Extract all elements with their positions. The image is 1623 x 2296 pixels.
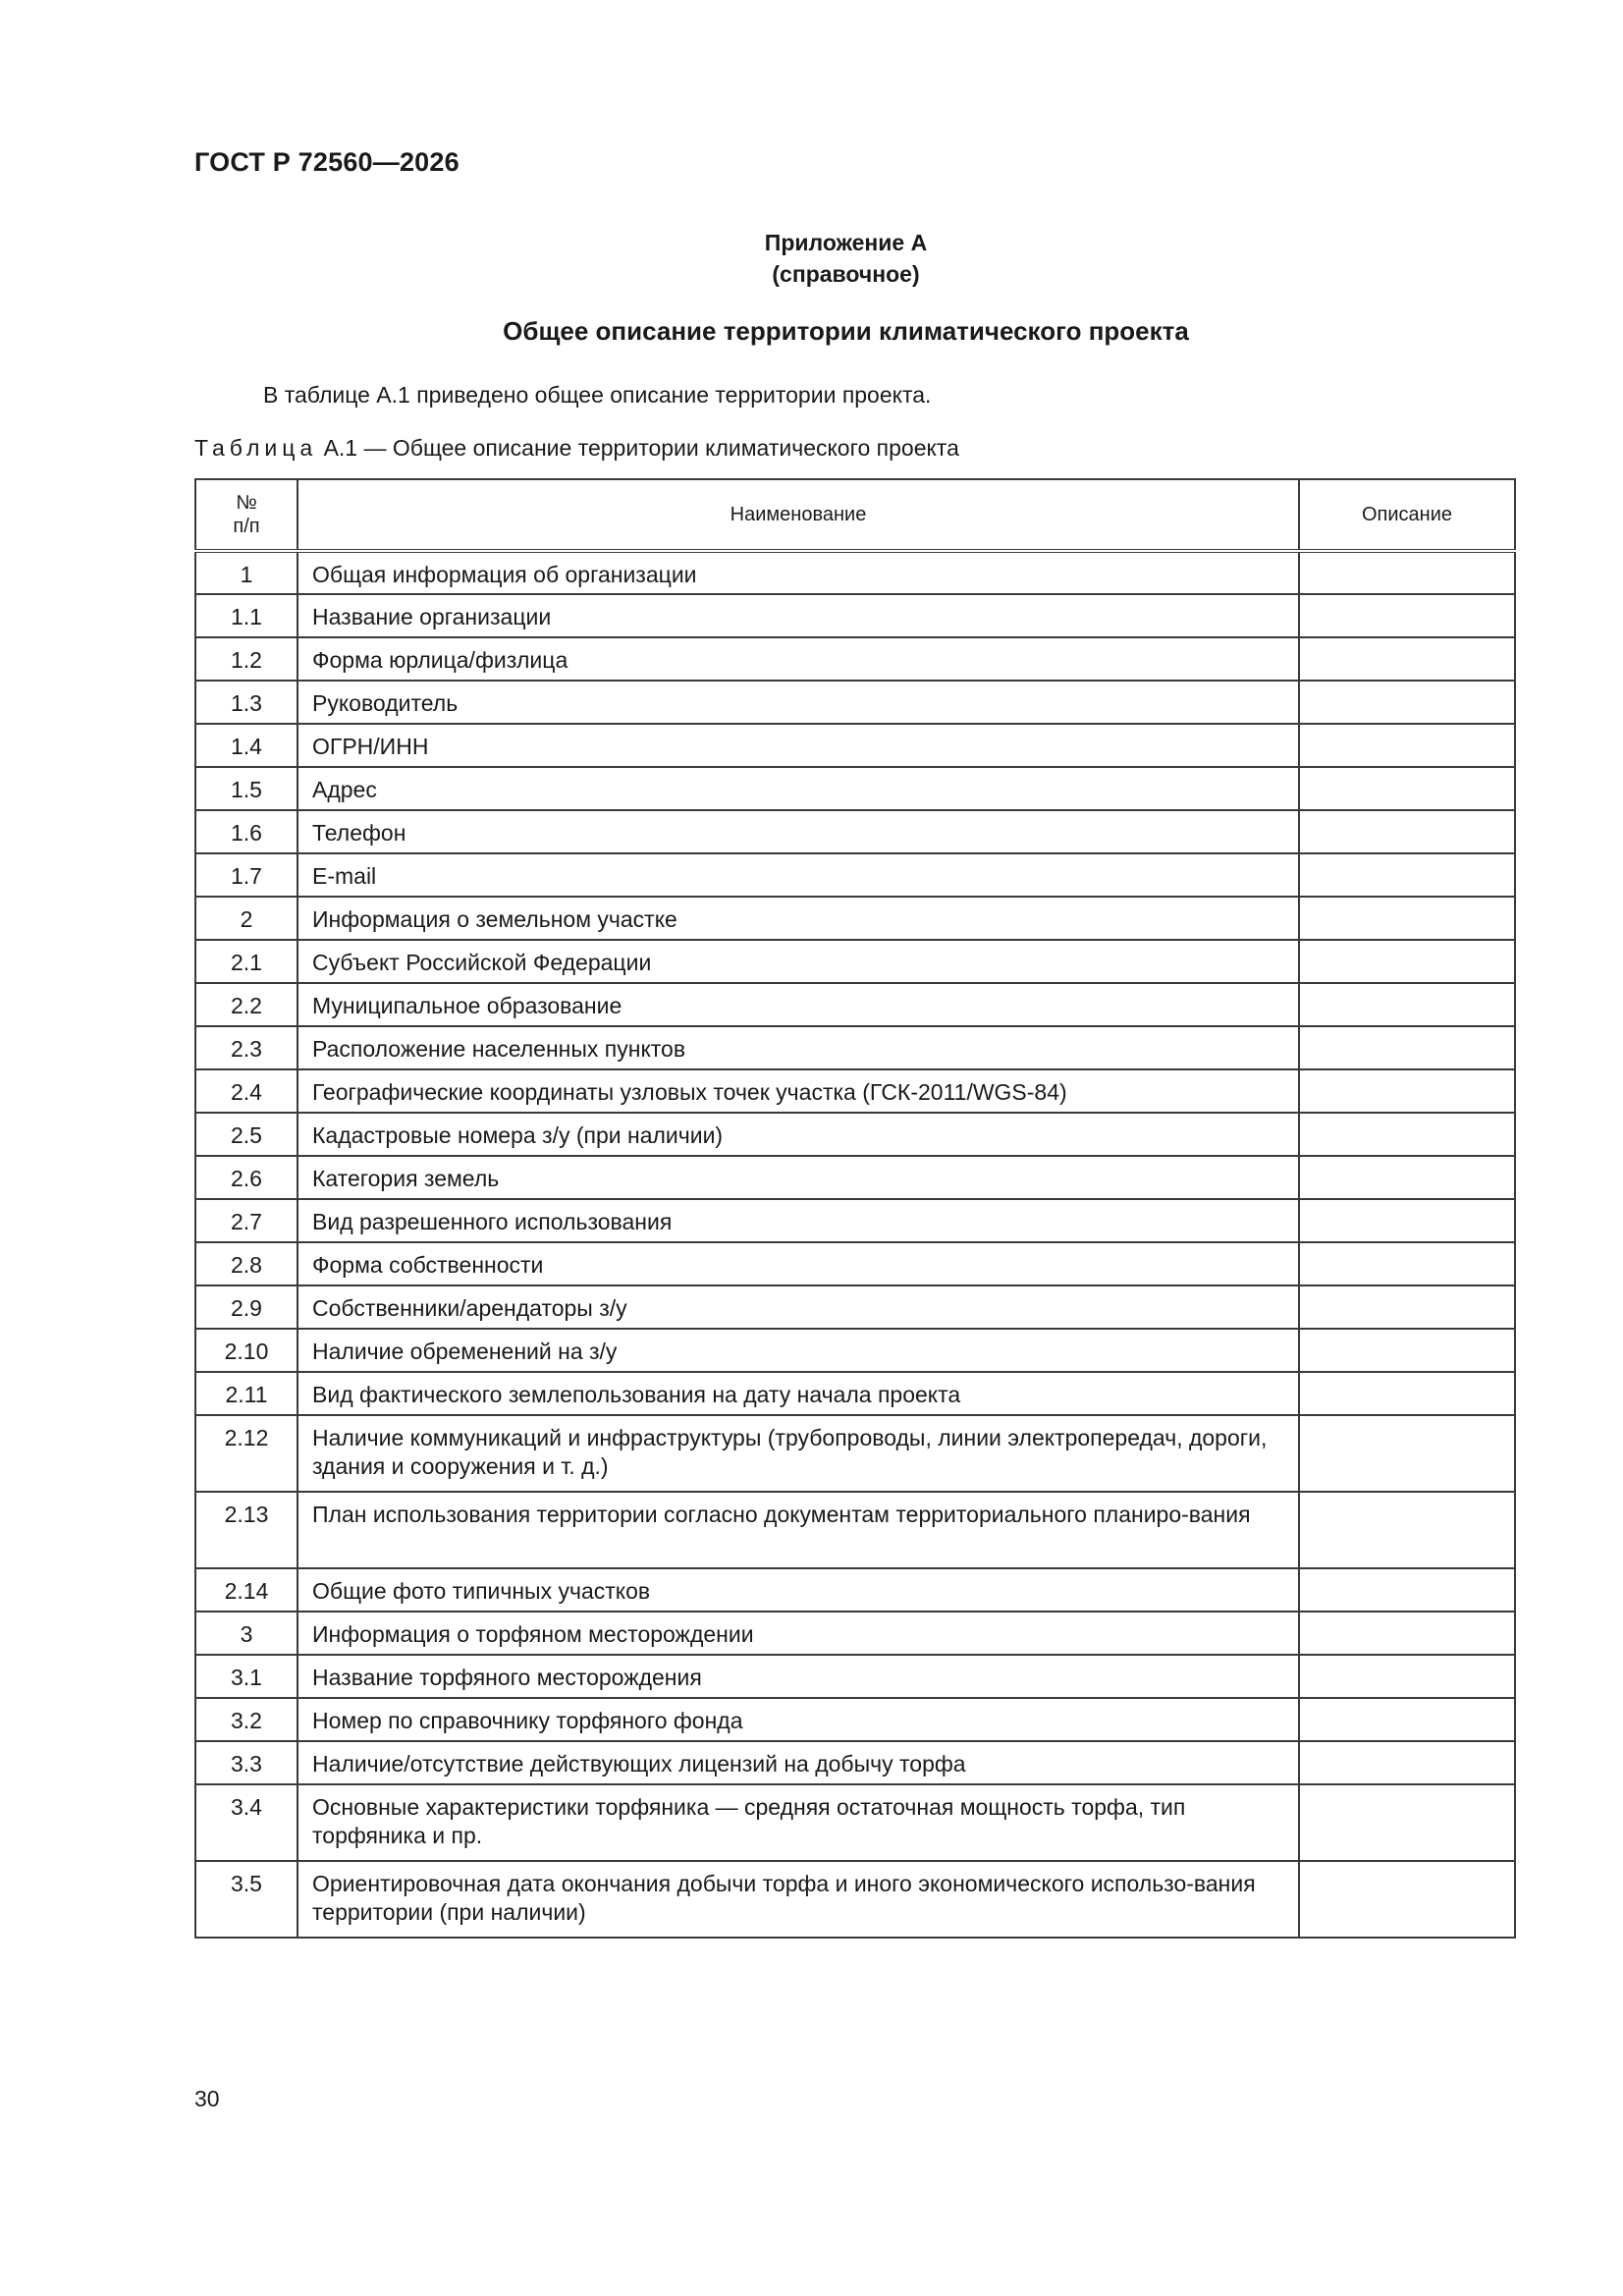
table-row [195, 767, 1515, 810]
row-description [1299, 1492, 1515, 1568]
row-name: ОГРН/ИНН [298, 724, 1299, 767]
table-row [195, 1199, 1515, 1242]
row-description [1299, 1861, 1515, 1938]
header-number-line1: № [236, 492, 257, 514]
row-description [1299, 897, 1515, 940]
row-number: 1.4 [195, 724, 298, 767]
row-description [1299, 1415, 1515, 1492]
row-number: 1.6 [195, 810, 298, 853]
header-name: Наименование [298, 479, 1299, 551]
table-row [195, 897, 1515, 940]
row-name: Муниципальное образование [298, 983, 1299, 1026]
row-number: 1.5 [195, 767, 298, 810]
row-name: Адрес [298, 767, 1299, 810]
header-number [195, 479, 298, 551]
annex-heading [0, 227, 1623, 290]
document-code: ГОСТ Р 72560—2026 [194, 147, 460, 177]
row-description [1299, 681, 1515, 724]
row-description [1299, 1612, 1515, 1655]
row-number: 2.4 [195, 1069, 298, 1113]
row-name: Вид фактического землепользования на дату начала проекта [298, 1372, 1299, 1415]
row-description [1299, 1199, 1515, 1242]
table-row [195, 1861, 1515, 1938]
row-description [1299, 1741, 1515, 1784]
row-name: Категория земель [298, 1156, 1299, 1199]
row-description [1299, 853, 1515, 897]
table-row [195, 1655, 1515, 1698]
row-number: 2.10 [195, 1329, 298, 1372]
section-title: Общее описание территории климатического проекта [503, 316, 1189, 346]
table-row [195, 1415, 1515, 1492]
page-number: 30 [194, 2086, 220, 2111]
row-description [1299, 1698, 1515, 1741]
row-description [1299, 1069, 1515, 1113]
header-number-line2: п/п [233, 516, 260, 537]
row-description [1299, 594, 1515, 637]
row-name: Географические координаты узловых точек участка (ГСК-2011/WGS-84) [298, 1069, 1299, 1113]
table-row [195, 724, 1515, 767]
row-number: 2.2 [195, 983, 298, 1026]
table-row [195, 940, 1515, 983]
table-row [195, 1329, 1515, 1372]
row-description [1299, 1784, 1515, 1861]
table-body [195, 551, 1515, 1938]
annex-title: Приложение А [764, 230, 928, 255]
row-name: Название организации [298, 594, 1299, 637]
row-description [1299, 1655, 1515, 1698]
row-number: 2.7 [195, 1199, 298, 1242]
table-row [195, 1069, 1515, 1113]
row-description [1299, 1372, 1515, 1415]
row-name: Общая информация об организации [298, 551, 1299, 594]
row-name: Руководитель [298, 681, 1299, 724]
row-description [1299, 1329, 1515, 1372]
row-name: Собственники/арендаторы з/у [298, 1285, 1299, 1329]
table-row [195, 637, 1515, 681]
row-name: Наличие коммуникаций и инфраструктуры (трубопроводы, линии электропередач, дороги, здания и сооружения и т. д.) [298, 1415, 1299, 1492]
row-description [1299, 637, 1515, 681]
table-caption-label: Таблица [194, 435, 318, 461]
table-row [195, 594, 1515, 637]
row-number: 2.9 [195, 1285, 298, 1329]
row-number: 1 [195, 551, 298, 594]
project-territory-table [194, 478, 1516, 1939]
row-number: 2.3 [195, 1026, 298, 1069]
row-description [1299, 767, 1515, 810]
table-row [195, 810, 1515, 853]
table-header-row [195, 479, 1515, 551]
table-row [195, 983, 1515, 1026]
row-description [1299, 1242, 1515, 1285]
row-number: 2.12 [195, 1415, 298, 1492]
row-description [1299, 1156, 1515, 1199]
table-row [195, 1242, 1515, 1285]
row-number: 2.1 [195, 940, 298, 983]
row-name: Форма собственности [298, 1242, 1299, 1285]
row-name: Основные характеристики торфяника — средняя остаточная мощность торфа, тип торфяника и пр. [298, 1784, 1299, 1861]
row-name: План использования территории согласно документам территориального планиро-вания [298, 1492, 1299, 1568]
row-number: 3.2 [195, 1698, 298, 1741]
row-description [1299, 1113, 1515, 1156]
row-name: Телефон [298, 810, 1299, 853]
table-row [195, 853, 1515, 897]
table-row [195, 1568, 1515, 1612]
row-number: 1.1 [195, 594, 298, 637]
annex-kind: (справочное) [772, 261, 920, 287]
row-number: 3.4 [195, 1784, 298, 1861]
row-name: Субъект Российской Федерации [298, 940, 1299, 983]
row-number: 2 [195, 897, 298, 940]
table-row [195, 551, 1515, 594]
row-description [1299, 551, 1515, 594]
row-description [1299, 1285, 1515, 1329]
table-row [195, 1026, 1515, 1069]
table-row [195, 1113, 1515, 1156]
table-caption [194, 435, 959, 462]
row-number: 3.3 [195, 1741, 298, 1784]
row-name: Вид разрешенного использования [298, 1199, 1299, 1242]
row-number: 2.5 [195, 1113, 298, 1156]
table-row [195, 1741, 1515, 1784]
row-name: Ориентировочная дата окончания добычи торфа и иного экономического использо-вания территории (при наличии) [298, 1861, 1299, 1938]
table-row [195, 1698, 1515, 1741]
row-number: 3 [195, 1612, 298, 1655]
table-row [195, 1612, 1515, 1655]
row-name: Информация о земельном участке [298, 897, 1299, 940]
row-name: Наличие обременений на з/у [298, 1329, 1299, 1372]
row-name: E-mail [298, 853, 1299, 897]
table-row [195, 681, 1515, 724]
row-number: 2.14 [195, 1568, 298, 1612]
row-number: 2.6 [195, 1156, 298, 1199]
row-name: Название торфяного месторождения [298, 1655, 1299, 1698]
row-number: 3.5 [195, 1861, 298, 1938]
row-description [1299, 1568, 1515, 1612]
row-number: 1.2 [195, 637, 298, 681]
row-name: Информация о торфяном месторождении [298, 1612, 1299, 1655]
table-row [195, 1156, 1515, 1199]
row-name: Наличие/отсутствие действующих лицензий на добычу торфа [298, 1741, 1299, 1784]
row-name: Форма юрлица/физлица [298, 637, 1299, 681]
row-number: 2.11 [195, 1372, 298, 1415]
table-row [195, 1372, 1515, 1415]
row-description [1299, 1026, 1515, 1069]
row-number: 1.3 [195, 681, 298, 724]
row-name: Номер по справочнику торфяного фонда [298, 1698, 1299, 1741]
intro-paragraph: В таблице А.1 приведено общее описание территории проекта. [263, 382, 932, 408]
header-description: Описание [1299, 479, 1515, 551]
row-number: 2.8 [195, 1242, 298, 1285]
table-caption-text: А.1 — Общее описание территории климатического проекта [317, 435, 959, 461]
row-description [1299, 940, 1515, 983]
table-row [195, 1285, 1515, 1329]
table-row [195, 1784, 1515, 1861]
row-description [1299, 983, 1515, 1026]
row-name: Кадастровые номера з/у (при наличии) [298, 1113, 1299, 1156]
row-description [1299, 724, 1515, 767]
row-number: 1.7 [195, 853, 298, 897]
row-number: 3.1 [195, 1655, 298, 1698]
row-name: Общие фото типичных участков [298, 1568, 1299, 1612]
table-row [195, 1492, 1515, 1568]
row-description [1299, 810, 1515, 853]
row-number: 2.13 [195, 1492, 298, 1568]
row-name: Расположение населенных пунктов [298, 1026, 1299, 1069]
